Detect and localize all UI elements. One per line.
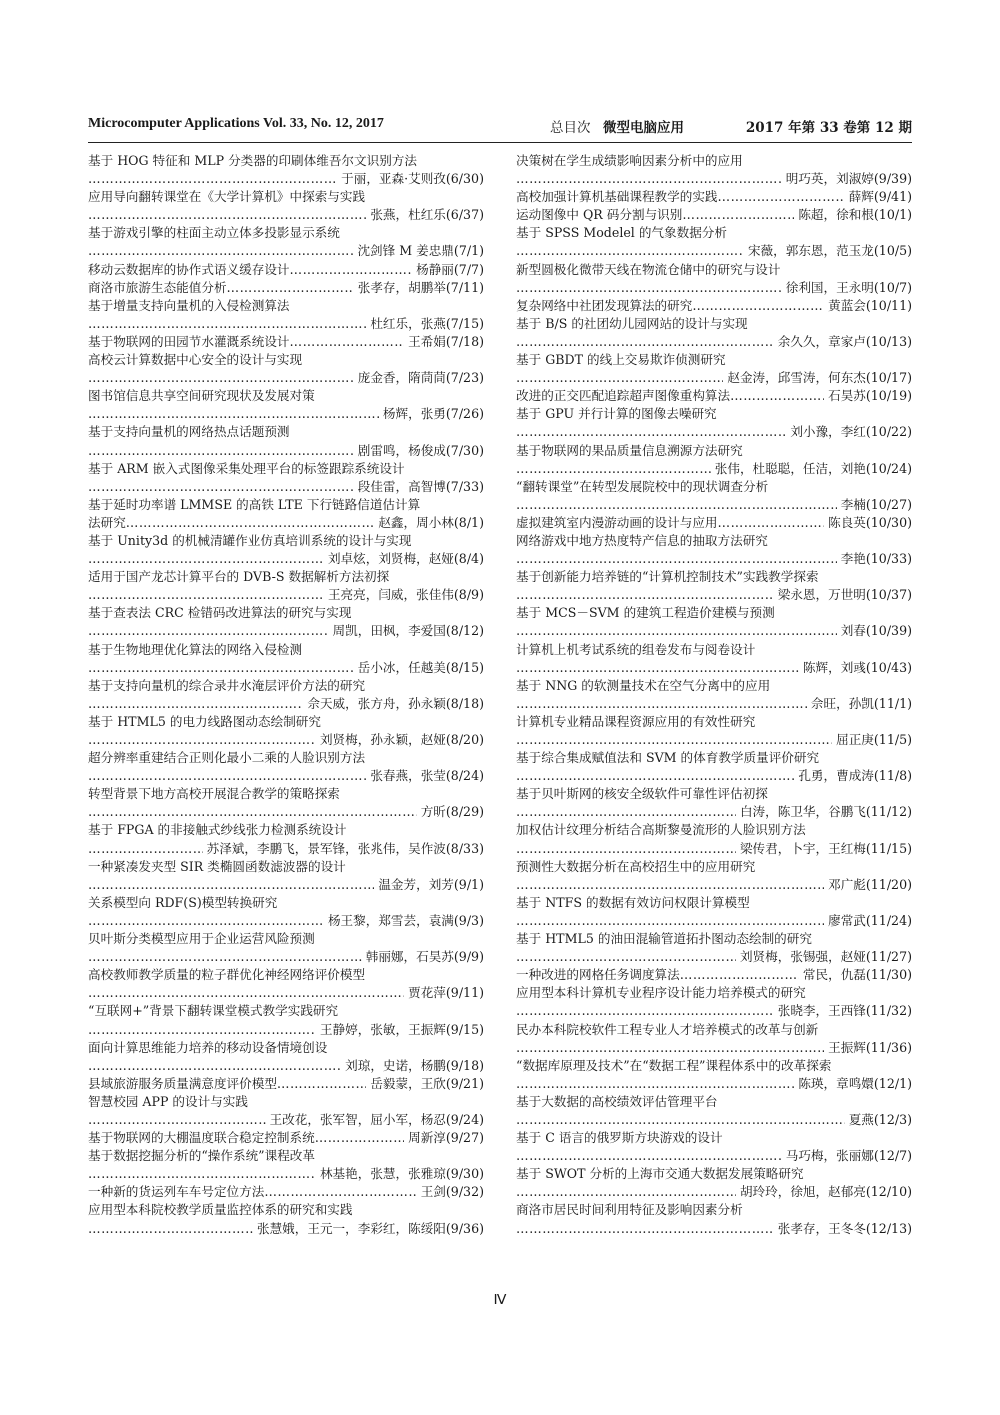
toc-entry: [516, 821, 912, 857]
leader-dots: [126, 514, 375, 532]
toc-entry: [516, 894, 912, 930]
leader-dots: [516, 369, 723, 387]
entry-title: 基于 GPU 并行计算的图像去噪研究: [516, 406, 717, 422]
leader-dots: [682, 206, 794, 224]
toc-entry: [88, 568, 484, 604]
entry-authors: 段佳雷，高智博(7/33): [357, 478, 484, 494]
toc-entry: [516, 188, 912, 206]
entry-title: 基于生物地理优化算法的网络入侵检测: [88, 641, 303, 657]
entry-title: “数据库原理及技术”在“数据工程”课程体系中的改革探索: [516, 1057, 832, 1073]
entry-authors: 陈辉，刘彧(10/43): [802, 659, 912, 675]
entry-title: 基于创新能力培养链的“计算机控制技术”实践教学探索: [516, 569, 819, 585]
toc-entry: [88, 532, 484, 568]
toc-entry: [88, 387, 484, 423]
entry-title: 基于 HTML5 的油田混输管道拓扑图动态绘制的研究: [516, 931, 812, 947]
entry-authors: 梁传君，卜宇，王红梅(11/15): [739, 840, 912, 856]
entry-authors: 张慧娥，王元一，李彩红，陈绥阳(9/36): [256, 1220, 484, 1236]
toc-entry: [516, 785, 912, 821]
leader-dots: [516, 840, 736, 858]
toc-entry: [88, 930, 484, 966]
entry-authors: 杜红乐，张燕(7/15): [370, 315, 484, 331]
entry-title: 基于 ARM 嵌入式图像采集处理平台的标签跟踪系统设计: [88, 460, 405, 476]
toc-entry: [88, 858, 484, 894]
entry-authors: 刘贤梅，张锡强，赵娅(11/27): [739, 949, 912, 965]
toc-entry: [88, 641, 484, 677]
toc-entry: [88, 279, 484, 297]
leader-dots: [718, 188, 845, 206]
leader-dots: [516, 1183, 736, 1201]
leader-dots: [88, 405, 379, 423]
entry-title: 基于物联网的田园节水灌溉系统设计: [88, 333, 290, 349]
entry-title: 贝叶斯分类模型应用于企业运营风险预测: [88, 931, 315, 947]
entry-title: 基于查表法 CRC 检错码改进算法的研究与实现: [88, 605, 352, 621]
entry-authors: 韩丽娜，石昊苏(9/9): [365, 949, 484, 965]
issue-info: 2017 年第 33 卷第 12 期: [745, 120, 912, 136]
entry-title: 虚拟建筑室内漫游动画的设计与应用: [516, 514, 718, 530]
entry-authors: 佘旺，孙凯(11/1): [810, 695, 912, 711]
entry-authors: 剧雷鸣，杨俊成(7/30): [357, 442, 484, 458]
entry-authors: 李艳(10/33): [840, 551, 912, 567]
leader-dots: [516, 242, 744, 260]
entry-authors: 屈正庚(11/5): [836, 732, 912, 747]
toc-entry: [516, 478, 912, 514]
leader-dots: [516, 622, 837, 640]
entry-title: 基于游戏引擎的柱面主动立体多投影显示系统: [88, 225, 340, 241]
entry-authors: 张孝存，胡鹏举(7/11): [357, 279, 484, 295]
toc-entry: [516, 1093, 912, 1129]
entry-title: 应用型本科计算机专业程序设计能力培养模式的研究: [516, 985, 806, 1001]
entry-authors: 方昕(8/29): [420, 804, 484, 820]
entry-title: 基于 FPGA 的非接触式纱线张力检测系统设计: [88, 822, 347, 838]
entry-authors: 王静婷，张敏，王振辉(9/15): [319, 1021, 484, 1037]
leader-dots: [516, 876, 824, 894]
entry-title: 基于延时功率谱 LMMSE 的高铁 LTE 下行链路信道估计算: [88, 496, 421, 512]
leader-dots: [516, 1111, 845, 1129]
leader-dots: [692, 297, 824, 315]
toc-entry: [516, 604, 912, 640]
entry-authors: 张晓李，王西锋(11/32): [777, 1003, 912, 1019]
toc-entry: [516, 966, 912, 984]
toc-entry: [88, 1201, 484, 1237]
entry-title: 基于大数据的高校绩效评估管理平台: [516, 1093, 718, 1109]
toc-entry: [516, 206, 912, 224]
leader-dots: [277, 1075, 366, 1093]
entry-authors: 贾花萍(9/11): [408, 985, 484, 1001]
toc-entry: [88, 1002, 484, 1038]
toc-entry: [516, 261, 912, 297]
toc-entry: [516, 749, 912, 785]
entry-title: 高校教师教学质量的粒子群优化神经网络评价模型: [88, 967, 366, 983]
entry-authors: 马巧梅，张丽娜(12/7): [785, 1148, 912, 1164]
leader-dots: [88, 876, 374, 894]
toc-entry: [516, 351, 912, 387]
journal-chinese-title: 微型电脑应用: [603, 120, 684, 136]
toc-entry: [516, 152, 912, 188]
entry-authors: 白涛，陈卫华，谷鹏飞(11/12): [739, 804, 912, 820]
entry-title: 关系模型向 RDF(S)模型转换研究: [88, 894, 278, 910]
leader-dots: [730, 387, 824, 405]
entry-authors: 庞金香，隋茼茼(7/23): [357, 370, 484, 386]
toc-entry: [88, 821, 484, 857]
entry-authors: 王亮亮，闫威，张佳伟(8/9): [327, 587, 484, 603]
entry-authors: 余久久，章家卢(10/13): [777, 333, 912, 349]
entry-title: 基于 B/S 的社团幼儿园网站的设计与实现: [516, 315, 748, 331]
entry-title: 一种改进的网格任务调度算法: [516, 967, 680, 983]
entry-authors: 陈良英(10/30): [828, 514, 912, 530]
entry-authors: 刘贤梅，孙永颖，赵娅(8/20): [319, 732, 484, 747]
entry-authors: 王改花，张军智，屈小军，杨忍(9/24): [269, 1111, 484, 1127]
toc-entry: [516, 1165, 912, 1201]
entry-authors: 王剑(9/32): [420, 1184, 484, 1200]
toc-entry: [516, 1057, 912, 1093]
leader-dots: [88, 622, 329, 640]
toc-entry: [516, 713, 912, 749]
entry-title: 改进的正交匹配追踪超声图像重构算法: [516, 388, 731, 404]
toc-entry: [516, 532, 912, 568]
toc-entry: [516, 641, 912, 677]
leader-dots: [88, 369, 354, 387]
entry-authors: 杨静丽(7/7): [416, 261, 484, 277]
entry-title: 一种新的货运列车车号定位方法: [88, 1184, 265, 1200]
entry-title: 预测性大数据分析在高校招生中的应用研究: [516, 858, 756, 874]
toc-entry: [88, 966, 484, 1002]
entry-authors: 王希娟(7/18): [408, 333, 484, 349]
leader-dots: [516, 948, 736, 966]
entry-authors: 黄蓝会(10/11): [828, 297, 912, 313]
leader-dots: [516, 695, 807, 713]
toc-entry: [88, 749, 484, 785]
toc-entry: [516, 1021, 912, 1057]
leader-dots: [88, 1057, 341, 1075]
entry-authors: 佘天威，张方舟，孙永颖(8/18): [307, 695, 484, 711]
running-header: [88, 116, 912, 138]
toc-entry: [88, 297, 484, 333]
entry-title: 商洛市居民时间利用特征及影响因素分析: [516, 1202, 743, 1218]
toc-entry: [516, 514, 912, 532]
toc-entry: [516, 677, 912, 713]
leader-dots: [88, 803, 417, 821]
leader-dots: [516, 1075, 794, 1093]
leader-dots: [516, 803, 736, 821]
leader-dots: [88, 1111, 266, 1129]
entry-authors: 于丽，亚森·艾则孜(6/30): [341, 171, 484, 187]
toc-entry: [88, 604, 484, 640]
entry-authors: 温金芳，刘芳(9/1): [378, 876, 484, 892]
entry-title: 基于 NTFS 的数据有效访问权限计算模型: [516, 894, 750, 910]
entry-title: 适用于国产龙芯计算平台的 DVB-S 数据解析方法初探: [88, 569, 390, 585]
toc-entry: [516, 297, 912, 315]
entry-authors: 刘卓炫，刘贤梅，赵娅(8/4): [327, 551, 484, 567]
entry-title: 民办本科院校软件工程专业人才培养模式的改革与创新: [516, 1021, 819, 1037]
entry-authors: 张孝存，王冬冬(12/13): [777, 1220, 912, 1236]
leader-dots: [516, 460, 711, 478]
entry-authors: 沈剑锋 M 姜忠鼎(7/1): [357, 243, 484, 259]
toc-entry: [88, 1093, 484, 1129]
leader-dots: [88, 731, 316, 749]
leader-dots: [516, 279, 782, 297]
entry-authors: 石昊苏(10/19): [828, 388, 912, 404]
toc-entry: [88, 261, 484, 279]
leader-dots: [88, 840, 203, 858]
entry-authors: 陈瑛，章鸣嬛(12/1): [798, 1075, 912, 1091]
toc-entry: [516, 224, 912, 260]
leader-dots: [315, 1129, 404, 1147]
leader-dots: [516, 1039, 824, 1057]
entry-title: 基于 HTML5 的电力线路图动态绘制研究: [88, 713, 321, 729]
leader-dots: [516, 912, 824, 930]
leader-dots: [516, 496, 837, 514]
entry-title: 复杂网络中社团发现算法的研究: [516, 297, 693, 313]
entry-authors: 赵金涛，邱雪涛，何东杰(10/17): [727, 370, 912, 386]
entry-authors: 梁永恩，万世明(10/37): [777, 587, 912, 603]
entry-authors: 明巧英，刘淑婷(9/39): [785, 171, 912, 187]
entry-title: 基于综合集成赋值法和 SVM 的体育教学质量评价研究: [516, 750, 820, 766]
entry-title: 县域旅游服务质量满意度评价模型: [88, 1075, 277, 1091]
entry-authors: 林基艳，张慧，张雅琼(9/30): [319, 1166, 484, 1182]
entry-authors: 周新淳(9/27): [408, 1130, 484, 1146]
entry-title: 加权估计纹理分析结合高斯黎曼流形的人脸识别方法: [516, 822, 806, 838]
leader-dots: [88, 586, 324, 604]
entry-title: 新型圆极化微带天线在物流仓储中的研究与设计: [516, 261, 781, 277]
leader-dots: [88, 912, 324, 930]
entry-authors: 徐利国，王永明(10/7): [785, 279, 912, 295]
entry-title: 基于 HOG 特征和 MLP 分类器的印刷体维吾尔文识别方法: [88, 153, 417, 168]
entry-title: 运动图像中 QR 码分割与识别: [516, 207, 683, 223]
entry-authors: 杨辉，张勇(7/26): [382, 406, 484, 422]
entry-title: 基于支持向量机的网络热点话题预测: [88, 424, 290, 440]
leader-dots: [88, 984, 404, 1002]
entry-title: 网络游戏中地方热度特产信息的抽取方法研究: [516, 532, 768, 548]
leader-dots: [88, 315, 366, 333]
entry-title: 基于增量支持向量机的入侵检测算法: [88, 297, 290, 313]
entry-authors: 陈超，徐和根(10/1): [798, 207, 912, 223]
entry-title: 计算机上机考试系统的组卷发布与阅卷设计: [516, 641, 756, 657]
toc-entry: [88, 188, 484, 224]
entry-title: 应用型本科院校教学质量监控体系的研究和实践: [88, 1202, 353, 1218]
entry-title: 基于数据挖掘分析的“操作系统”课程改革: [88, 1148, 315, 1164]
entry-title: 基于 SPSS Modelel 的气象数据分析: [516, 225, 727, 241]
toc-entry: [88, 713, 484, 749]
toc-entry: [88, 496, 484, 532]
entry-title: 一种紧凑发夹型 SIR 类椭圆函数滤波器的设计: [88, 858, 346, 874]
leader-dots: [516, 550, 837, 568]
toc-entry: [88, 1129, 484, 1147]
entry-title: 计算机专业精品课程资源应用的有效性研究: [516, 713, 756, 729]
entry-title: 基于 GBDT 的线上交易欺诈侦测研究: [516, 352, 726, 368]
leader-dots: [516, 659, 799, 677]
toc-entry: [88, 423, 484, 459]
leader-dots: [516, 1147, 782, 1165]
toc-right-column: [516, 152, 912, 1238]
entry-authors: 岳小冰，任越美(8/15): [357, 659, 484, 675]
toc-entry: [88, 677, 484, 713]
entry-authors: 刘小豫，李红(10/22): [790, 424, 912, 440]
toc-entry: [88, 894, 484, 930]
leader-dots: [88, 1220, 253, 1238]
entry-authors: 刘琼，史诺，杨鹏(9/18): [345, 1057, 484, 1073]
toc-entry: [516, 387, 912, 405]
toc-entry: [516, 930, 912, 966]
entry-authors: 夏燕(12/3): [848, 1111, 912, 1127]
toc-entry: [88, 1183, 484, 1201]
leader-dots: [290, 261, 413, 279]
entry-authors: 胡玲玲，徐旭，赵郁亮(12/10): [739, 1184, 912, 1200]
entry-authors: 宋薇，郭东恩，范玉龙(10/5): [747, 243, 912, 259]
entry-title: 基于 SWOT 分析的上海市交通大数据发展策略研究: [516, 1166, 804, 1182]
entry-authors: 薛辉(9/41): [848, 189, 912, 205]
entry-title: 基于 C 语言的俄罗斯方块游戏的设计: [516, 1130, 723, 1146]
entry-title: “翻转课堂”在转型发展院校中的现状调查分析: [516, 478, 769, 494]
entry-authors: 邓广彪(11/20): [828, 876, 912, 892]
entry-authors: 张春燕，张莹(8/24): [370, 768, 484, 784]
leader-dots: [516, 1002, 774, 1020]
entry-title: 基于物联网的果品质量信息溯源方法研究: [516, 442, 743, 458]
toc-entry: [88, 1039, 484, 1075]
leader-dots: [516, 170, 782, 188]
entry-title: 转型背景下地方高校开展混合教学的策略探索: [88, 786, 340, 802]
entry-title: 基于支持向量机的综合录井水淹层评价方法的研究: [88, 677, 366, 693]
entry-title: 超分辨率重建结合正则化最小二乘的人脸识别方法: [88, 750, 366, 766]
toc-entry: [88, 1075, 484, 1093]
entry-title: 高校加强计算机基础课程教学的实践: [516, 189, 718, 205]
leader-dots: [88, 206, 366, 224]
entry-title: 应用导向翻转课堂在《大学计算机》中探索与实践: [88, 189, 366, 205]
toc-entry: [516, 858, 912, 894]
entry-title: 移动云数据库的协作式语义缓存设计: [88, 261, 290, 277]
entry-title-continued: 法研究: [88, 514, 126, 530]
toc-entry: [516, 315, 912, 351]
leader-dots: [264, 1183, 416, 1201]
toc-entry: [88, 460, 484, 496]
entry-authors: 刘春(10/39): [840, 623, 912, 639]
entry-title: 基于物联网的大棚温度联合稳定控制系统: [88, 1130, 315, 1146]
leader-dots: [88, 767, 366, 785]
entry-title: 基于 NNG 的软测量技术在空气分离中的应用: [516, 677, 771, 693]
toc-entry: [516, 1129, 912, 1165]
entry-authors: 张燕，杜红乐(6/37): [370, 207, 484, 223]
entry-title: 基于 Unity3d 的机械清罐作业仿真培训系统的设计与实现: [88, 532, 412, 548]
leader-dots: [88, 442, 354, 460]
entry-authors: 常民，仇磊(11/30): [802, 967, 912, 983]
entry-title: 商洛市旅游生态能值分析: [88, 279, 227, 295]
leader-dots: [88, 1021, 316, 1039]
leader-dots: [516, 423, 786, 441]
toc-entry: [516, 405, 912, 441]
toc-entry: [516, 568, 912, 604]
leader-dots: [88, 1165, 316, 1183]
entry-title: 面向计算思维能力培养的移动设备情境创设: [88, 1039, 328, 1055]
leader-dots: [227, 279, 354, 297]
toc-left-column: [88, 152, 484, 1238]
leader-dots: [88, 948, 362, 966]
toc-entry: [88, 152, 484, 188]
leader-dots: [88, 659, 354, 677]
entry-title: 高校云计算数据中心安全的设计与实现: [88, 352, 303, 368]
toc-entry: [88, 224, 484, 260]
section-title: 总目次: [550, 120, 591, 136]
header-rule: [88, 142, 912, 143]
toc-entry: [516, 1201, 912, 1237]
leader-dots: [88, 478, 354, 496]
entry-title: 智慧校园 APP 的设计与实践: [88, 1093, 248, 1109]
leader-dots: [88, 242, 353, 260]
entry-authors: 周凯，田枫，李爱国(8/12): [332, 623, 484, 639]
leader-dots: [88, 695, 303, 713]
toc-entry: [88, 1147, 484, 1183]
entry-title: 基于 MCS－SVM 的建筑工程造价建模与预测: [516, 605, 775, 621]
toc-entry: [516, 984, 912, 1020]
toc-entry: [88, 333, 484, 351]
leader-dots: [680, 966, 799, 984]
leader-dots: [516, 333, 774, 351]
entry-authors: 苏泽斌，李鹏飞，景军锋，张兆伟，吴作波(8/33): [206, 840, 484, 856]
entry-authors: 王振辉(11/36): [828, 1039, 912, 1055]
entry-authors: 张伟，杜聪聪，任洁，刘艳(10/24): [714, 460, 912, 476]
entry-authors: 杨王黎，郑雪芸，袁满(9/3): [327, 912, 484, 928]
page-number: Ⅳ: [493, 1293, 507, 1308]
leader-dots: [88, 550, 324, 568]
entry-title: “互联网+”背景下翻转课堂模式教学实践研究: [88, 1003, 339, 1019]
toc-entry: [88, 785, 484, 821]
leader-dots: [88, 170, 337, 188]
leader-dots: [290, 333, 405, 351]
entry-authors: 岳毅蒙，王欣(9/21): [370, 1075, 484, 1091]
journal-english-title: Microcomputer Applications Vol. 33, No. 12, 2017: [88, 116, 384, 131]
toc-entry: [88, 351, 484, 387]
leader-dots: [516, 586, 774, 604]
entry-authors: 赵鑫，周小林(8/1): [378, 514, 484, 530]
entry-authors: 李楠(10/27): [840, 496, 912, 512]
entry-title: 图书馆信息共享空间研究现状及发展对策: [88, 388, 315, 404]
leader-dots: [516, 1220, 774, 1238]
leader-dots: [516, 731, 832, 749]
entry-authors: 廖常武(11/24): [828, 912, 912, 928]
leader-dots: [516, 767, 794, 785]
entry-title: 基于贝叶斯网的核安全级软件可靠性评估初探: [516, 786, 768, 802]
leader-dots: [718, 514, 825, 532]
entry-authors: 孔勇，曹成涛(11/8): [798, 768, 912, 784]
toc-entry: [516, 442, 912, 478]
entry-title: 决策树在学生成绩影响因素分析中的应用: [516, 153, 743, 168]
